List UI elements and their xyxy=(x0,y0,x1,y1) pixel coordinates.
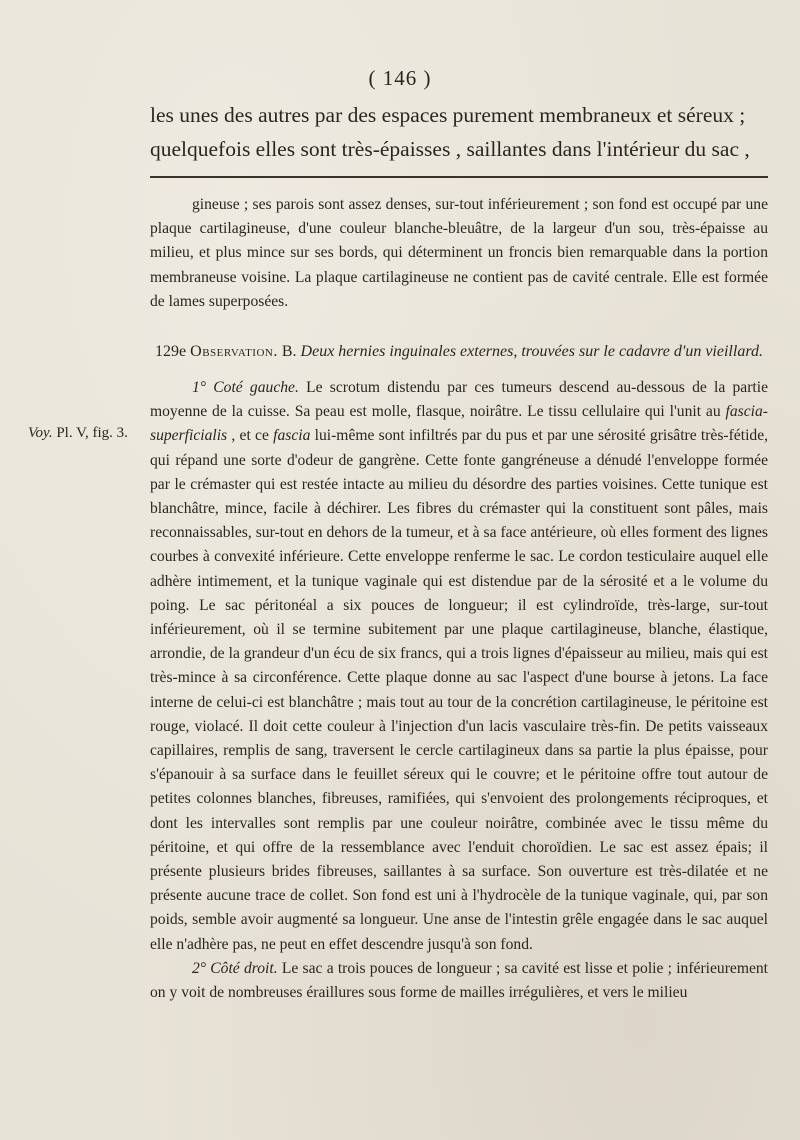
margin-note xyxy=(28,425,128,442)
observation-title: Deux hernies inguinales externes, trouvées sur le cadavre d'un vieillard. xyxy=(300,343,763,361)
observation-label: Observation. xyxy=(190,343,278,361)
main-text xyxy=(150,193,768,1005)
page-number: ( 146 ) xyxy=(368,66,432,90)
margin-note-ref: Pl. V, fig. 3. xyxy=(56,425,128,441)
fascia-superficialis-term: fascia-superficialis xyxy=(150,403,768,445)
observation-heading xyxy=(150,340,768,364)
section-left-text: Le scrotum distendu par ces tumeurs descend au-dessous de la partie moyenne de la cuisse. Sa peau est molle, flasque, noirâtre. Le tissu cellulaire qui l'unit au xyxy=(150,379,768,421)
continued-text: les unes des autres par des espaces purement membraneux et séreux ; quelquefois elles sont très-épaisses , saillantes dans l'intérieur du sac , xyxy=(150,103,750,161)
paragraph-left-side xyxy=(150,376,768,957)
observation-letter: B. xyxy=(281,343,297,361)
section-left-label: 1° Coté gauche. xyxy=(192,379,299,397)
fascia-term: fascia xyxy=(273,427,311,445)
separator-rule xyxy=(150,176,768,178)
paragraph-cartilage: gineuse ; ses parois sont assez denses, sur-tout inférieurement ; son fond est occupé par une plaque cartilagineuse, d'une couleur blanche-bleuâtre, de la largeur d'un sou, très-épaisse au milieu, et plus mince sur ses bords, qui déterminent un froncis bien remarquable dans la portion membraneuse voisine. La plaque cartilagineuse ne contient pas de cavité centrale. Elle est formée de lames superposées. xyxy=(150,196,768,310)
section-right-label: 2° Côté droit. xyxy=(192,959,278,977)
margin-note-voy: Voy. xyxy=(28,425,53,441)
observation-number: 129e xyxy=(155,343,187,361)
section-left-text-2: lui-même sont infiltrés par du pus et par une sérosité grisâtre très-fétide, qui répand une sorte d'odeur de gangrène. Cette fonte gangréneuse a dénudé l'enveloppe formée par le crémaster qui est restée intacte au milieu du désordre des parties voisines. Cette tunique est blanchâtre, mince, facile à déchirer. Les fibres du crémaster qui la constituent sont pâles, mais reconnaissables, sur-tout en dehors de la tumeur, et à sa face antérieure, où elles forment des lignes courbes à convexité inférieure. Cette enveloppe renferme le sac. Le cordon testiculaire auquel elle adhère intimement, et la tunique vaginale qui est distendue par de la sérosité et a le volume du poing. Le sac péritonéal a six pouces de longueur; il est cylindroïde, très-large, sur-tout inférieurement, où il se termine subitement par une plaque cartilagineuse, blanche, élastique, arrondie, de la grandeur d'un écu de six francs, qui a trois lignes d'épaisseur au milieu, mais qui est très-mince à sa circonférence. Cette plaque donne au sac l'aspect d'une bourse à jetons. La face interne de celui-ci est blanchâtre ; mais tout au tour de la concrétion cartilagineuse, le péritoine est rouge, violacé. Il doit cette couleur à l'injection d'un lacis vasculaire très-fin. De petits vaisseaux capillaires, remplis de sang, traversent le cercle cartilagineux dans sa partie la plus épaisse, pour s'épanouir à sa surface dans le feuillet séreux qui le couvre; et le péritoine offre tout autour de petites colonnes blanches, fibreuses, ramifiées, qui s'envoient des prolongements réciproques, et dont les intervalles sont remplis par une couleur noirâtre, combinée avec le tissu même du péritoine, et qui offre de la ressemblance avec l'enduit choroïdien. Le sac est assez épais; il présente plusieurs brides fibreuses, saillantes à sa surface. Son ouverture est très-dilatée et ne présente aucune trace de collet. Son fond est uni à l'hydrocèle de la tunique vaginale, qui, par son poids, semble avoir augmenté sa longueur. Une anse de l'intestin grêle engagée dans le sac auquel elle n'adhère pas, ne peut en effet descendre jusqu'à son fond. xyxy=(150,427,769,953)
section-left-mid: , et ce xyxy=(231,427,269,445)
paragraph-right-side xyxy=(150,957,768,1005)
section-right-text: Le sac a trois pouces de longueur ; sa cavité est lisse et polie ; inférieurement on y voit de nombreuses éraillures sous forme de mailles irrégulières, et vers le milieu xyxy=(150,959,768,1002)
